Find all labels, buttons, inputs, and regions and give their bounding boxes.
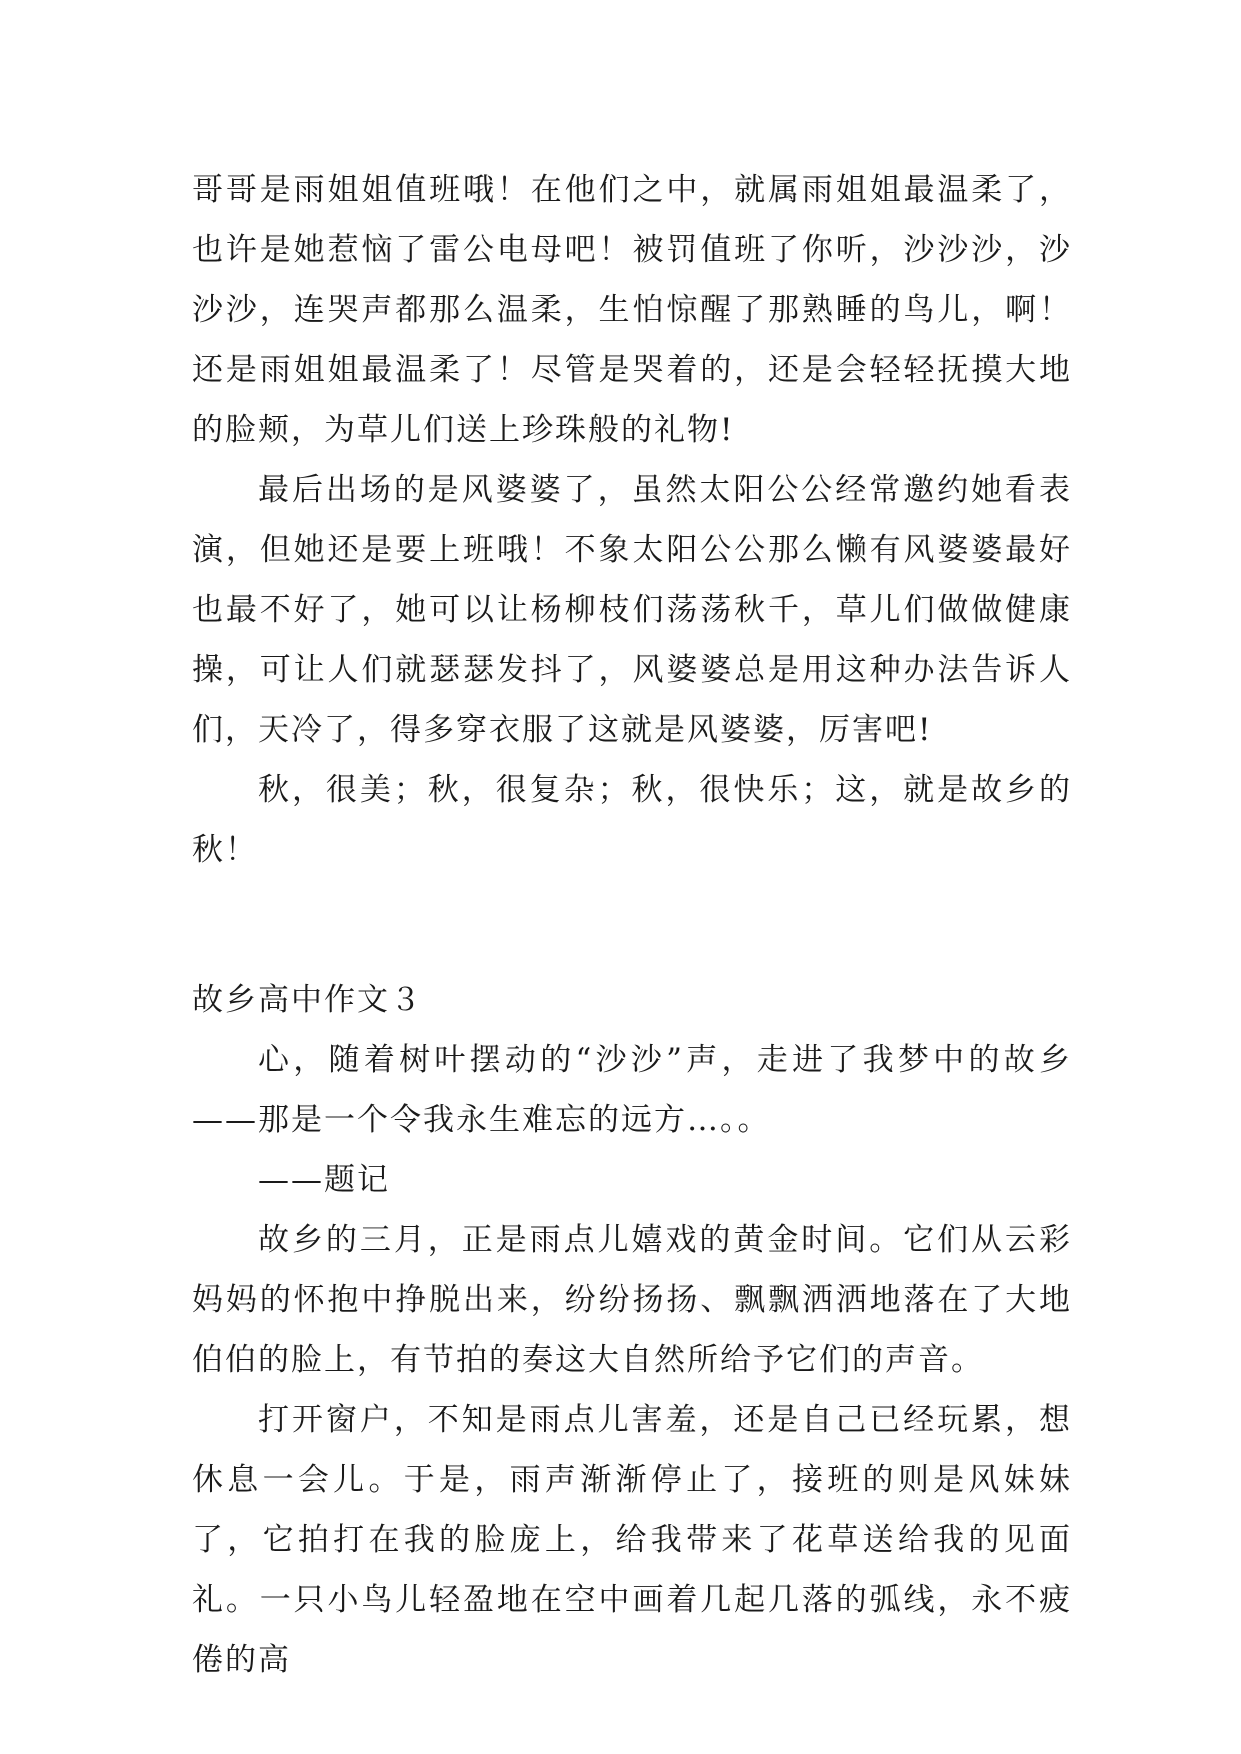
section-title: 故乡高中作文３: [192, 982, 423, 1018]
paragraph-march-rain: 故乡的三月，正是雨点儿嬉戏的黄金时间。它们从云彩妈妈的怀抱中挣脱出来，纷纷扬扬、飘飘洒洒地落在了大地伯伯的脸上，有节拍的奏这大自然所给予它们的声音。: [192, 1222, 1072, 1378]
paragraph-epigraph-credit: ——题记: [258, 1162, 390, 1198]
section-spacer: [192, 880, 1072, 970]
paragraph-continued: 哥哥是雨姐姐值班哦！在他们之中，就属雨姐姐最温柔了，也许是她惹恼了雷公电母吧！被罚值班了你听，沙沙沙，沙沙沙，连哭声都那么温柔，生怕惊醒了那熟睡的鸟儿，啊！还是雨姐姐最温柔了！尽管是哭着的，还是会轻轻抚摸大地的脸颊，为草儿们送上珍珠般的礼物!: [192, 172, 1072, 448]
paragraph-autumn-summary: 秋，很美；秋，很复杂；秋，很快乐；这，就是故乡的秋！: [192, 772, 1072, 868]
paragraph-intro: 心，随着树叶摆动的“沙沙”声，走进了我梦中的故乡——那是一个令我永生难忘的远方…。。: [192, 1042, 1072, 1138]
paragraph-open-window: 打开窗户，不知是雨点儿害羞，还是自己已经玩累，想休息一会儿。于是，雨声渐渐停止了，接班的则是风妹妹了，它拍打在我的脸庞上，给我带来了花草送给我的见面礼。一只小鸟儿轻盈地在空中画着几起几落的弧线，永不疲倦的高: [192, 1402, 1072, 1678]
document-body: [192, 160, 1072, 1690]
paragraph-wind-grandma: 最后出场的是风婆婆了，虽然太阳公公经常邀约她看表演，但她还是要上班哦！不象太阳公公那么懒有风婆婆最好也最不好了，她可以让杨柳枝们荡荡秋千，草儿们做做健康操，可让人们就瑟瑟发抖了，风婆婆总是用这种办法告诉人们，天冷了，得多穿衣服了这就是风婆婆，厉害吧!: [192, 472, 1072, 748]
